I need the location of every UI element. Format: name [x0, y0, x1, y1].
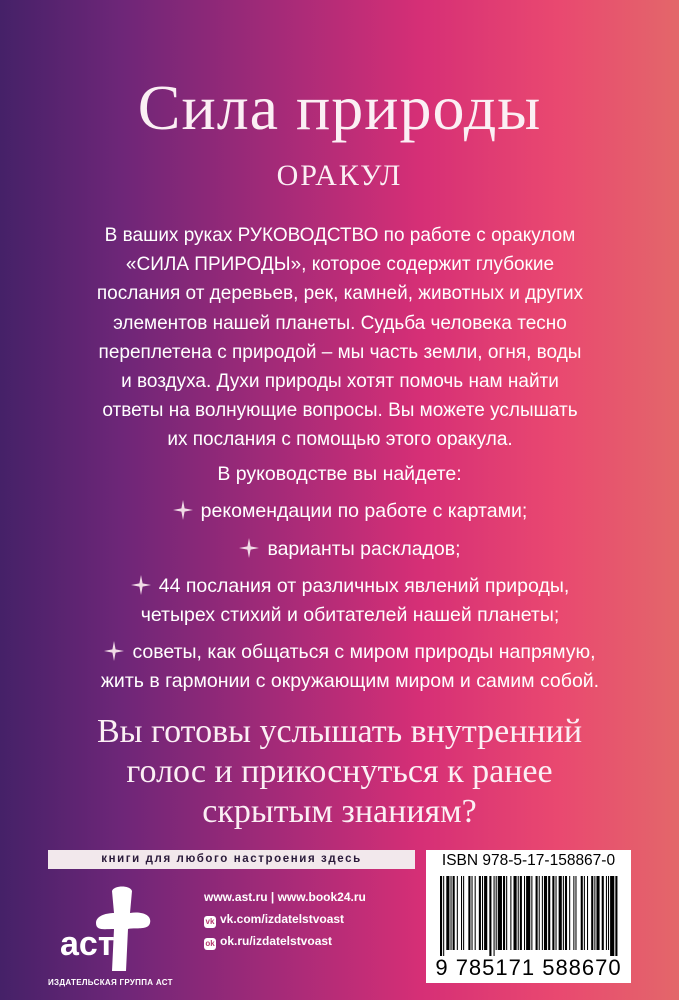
bullet-text: советы, как общаться с миром природы напрямую, [132, 641, 596, 663]
barcode-bar [510, 876, 511, 950]
closing-question [0, 712, 679, 832]
barcode-bar [563, 876, 564, 950]
barcode-bar [457, 876, 458, 950]
book-subtitle: ОРАКУЛ [276, 159, 403, 192]
barcode-bar [526, 876, 530, 950]
closing-line: Вы готовы услышать внутренний [96, 713, 583, 750]
barcode-bar [615, 876, 617, 956]
intro-line: послания от деревьев, рек, камней, животных и других [96, 283, 584, 305]
barcode-bar [542, 876, 543, 950]
barcode-bar [587, 876, 588, 950]
barcode-bar [494, 876, 495, 956]
ok-link[interactable] [204, 930, 366, 952]
barcode-bar [514, 876, 517, 950]
ok-icon: ok [205, 939, 215, 948]
barcode-bar [498, 876, 502, 950]
barcode-bar [536, 876, 538, 950]
tagline-bar: книги для любого настроения здесь [48, 850, 415, 869]
guide-bullet [60, 535, 640, 564]
barcode-bar [482, 876, 483, 950]
intro-line: «СИЛА ПРИРОДЫ», которое содержит глубокие [125, 254, 555, 276]
barcode-bar [506, 876, 507, 950]
guide-bullet [60, 572, 640, 630]
guide-heading: В руководстве вы найдете: [217, 463, 462, 485]
barcode-bar [608, 876, 609, 950]
barcode-bar [544, 876, 547, 950]
barcode-bar [489, 876, 491, 956]
publisher-name: ИЗДАТЕЛЬСКАЯ ГРУППА АСТ [48, 978, 173, 987]
closing-line: скрытым знаниям? [202, 793, 477, 830]
bullet-text: варианты раскладов; [267, 538, 461, 560]
ast-logo [52, 883, 162, 983]
intro-paragraph [60, 221, 620, 455]
barcode-bar [591, 876, 593, 950]
bullet-text: четырех стихий и обитателей нашей планеты; [140, 604, 560, 626]
intro-line: переплетена с природой – мы часть земли, огня, воды [98, 341, 582, 363]
barcode-bar [610, 876, 614, 956]
barcode-bar [446, 876, 449, 950]
book-title: Сила природы [137, 72, 542, 143]
intro-line: В ваших руках РУКОВОДСТВО по работе с оракулом [104, 225, 576, 246]
barcode-bar [520, 876, 522, 950]
barcode-bar [573, 876, 574, 950]
barcode-bar [451, 876, 452, 950]
barcode-bar [596, 876, 599, 950]
barcode-bar [569, 876, 570, 950]
bullet-text: рекомендации по работе с картами; [200, 500, 528, 522]
vk-link-text: vk.com/izdatelstvoast [220, 912, 345, 926]
barcode-bar [463, 876, 464, 950]
barcode-bar [440, 876, 442, 956]
barcode-bar [594, 876, 595, 950]
barcode-bar [575, 876, 576, 950]
sparkle-icon [239, 538, 259, 558]
barcode-bar [479, 876, 481, 950]
intro-line: ответы на волнующие вопросы. Вы можете услышать [102, 400, 578, 422]
barcode-bar [453, 876, 455, 950]
barcode-bars [438, 876, 619, 956]
barcode-bar [475, 876, 476, 950]
barcode-digits: 9 785171 588670 [435, 955, 622, 980]
sparkle-icon [104, 641, 124, 661]
intro-line: их послания с помощью этого оракула. [167, 429, 513, 451]
bullet-line [60, 638, 640, 667]
vk-icon: vk [205, 917, 215, 926]
ok-link-text: ok.ru/izdatelstvoast [220, 934, 333, 948]
contacts-block [204, 886, 366, 952]
bullet-text: 44 послания от различных явлений природы, [158, 575, 570, 597]
barcode-bar [581, 876, 583, 950]
barcode-bar [503, 876, 505, 950]
barcode-bar [531, 876, 532, 950]
barcode-bar [539, 876, 540, 950]
guide-bullet [60, 497, 640, 526]
vk-link[interactable] [204, 908, 366, 930]
intro-line: элементов нашей планеты. Судьба человека тесно [113, 312, 567, 334]
barcode-box [426, 850, 631, 983]
isbn-number: ISBN 978-5-17-158867-0 [441, 852, 616, 869]
barcode-bar [606, 876, 607, 950]
barcode-bar [602, 876, 604, 950]
sparkle-icon [131, 575, 151, 595]
barcode-bar [548, 876, 550, 950]
bullet-text: жить в гармонии с окружающим миром и самим собой. [100, 670, 600, 692]
barcode-bar [524, 876, 525, 950]
barcode-bar [556, 876, 557, 950]
ast-logo-text: аст [60, 925, 115, 963]
bullet-line [60, 572, 640, 601]
bullet-line [60, 497, 640, 526]
barcode-bar [484, 876, 487, 950]
barcode-bar [461, 876, 462, 950]
barcode-bar [496, 876, 497, 950]
barcode-bar [559, 876, 562, 950]
barcode-bar [443, 876, 444, 956]
barcode-bar [565, 876, 567, 950]
barcode-bar [584, 876, 585, 950]
barcode-bar [468, 876, 470, 950]
guide-bullet [60, 638, 640, 696]
barcode-bar [518, 876, 519, 950]
websites-link[interactable]: www.ast.ru | www.book24.ru [204, 890, 366, 904]
bullet-line [60, 535, 640, 564]
closing-line: голос и прикоснуться к ранее [126, 753, 553, 790]
sparkle-icon [173, 500, 193, 520]
barcode-bar [472, 876, 473, 950]
intro-line: и воздуха. Духи природы хотят помочь нам найти [121, 371, 559, 393]
barcode-bar [552, 876, 554, 950]
